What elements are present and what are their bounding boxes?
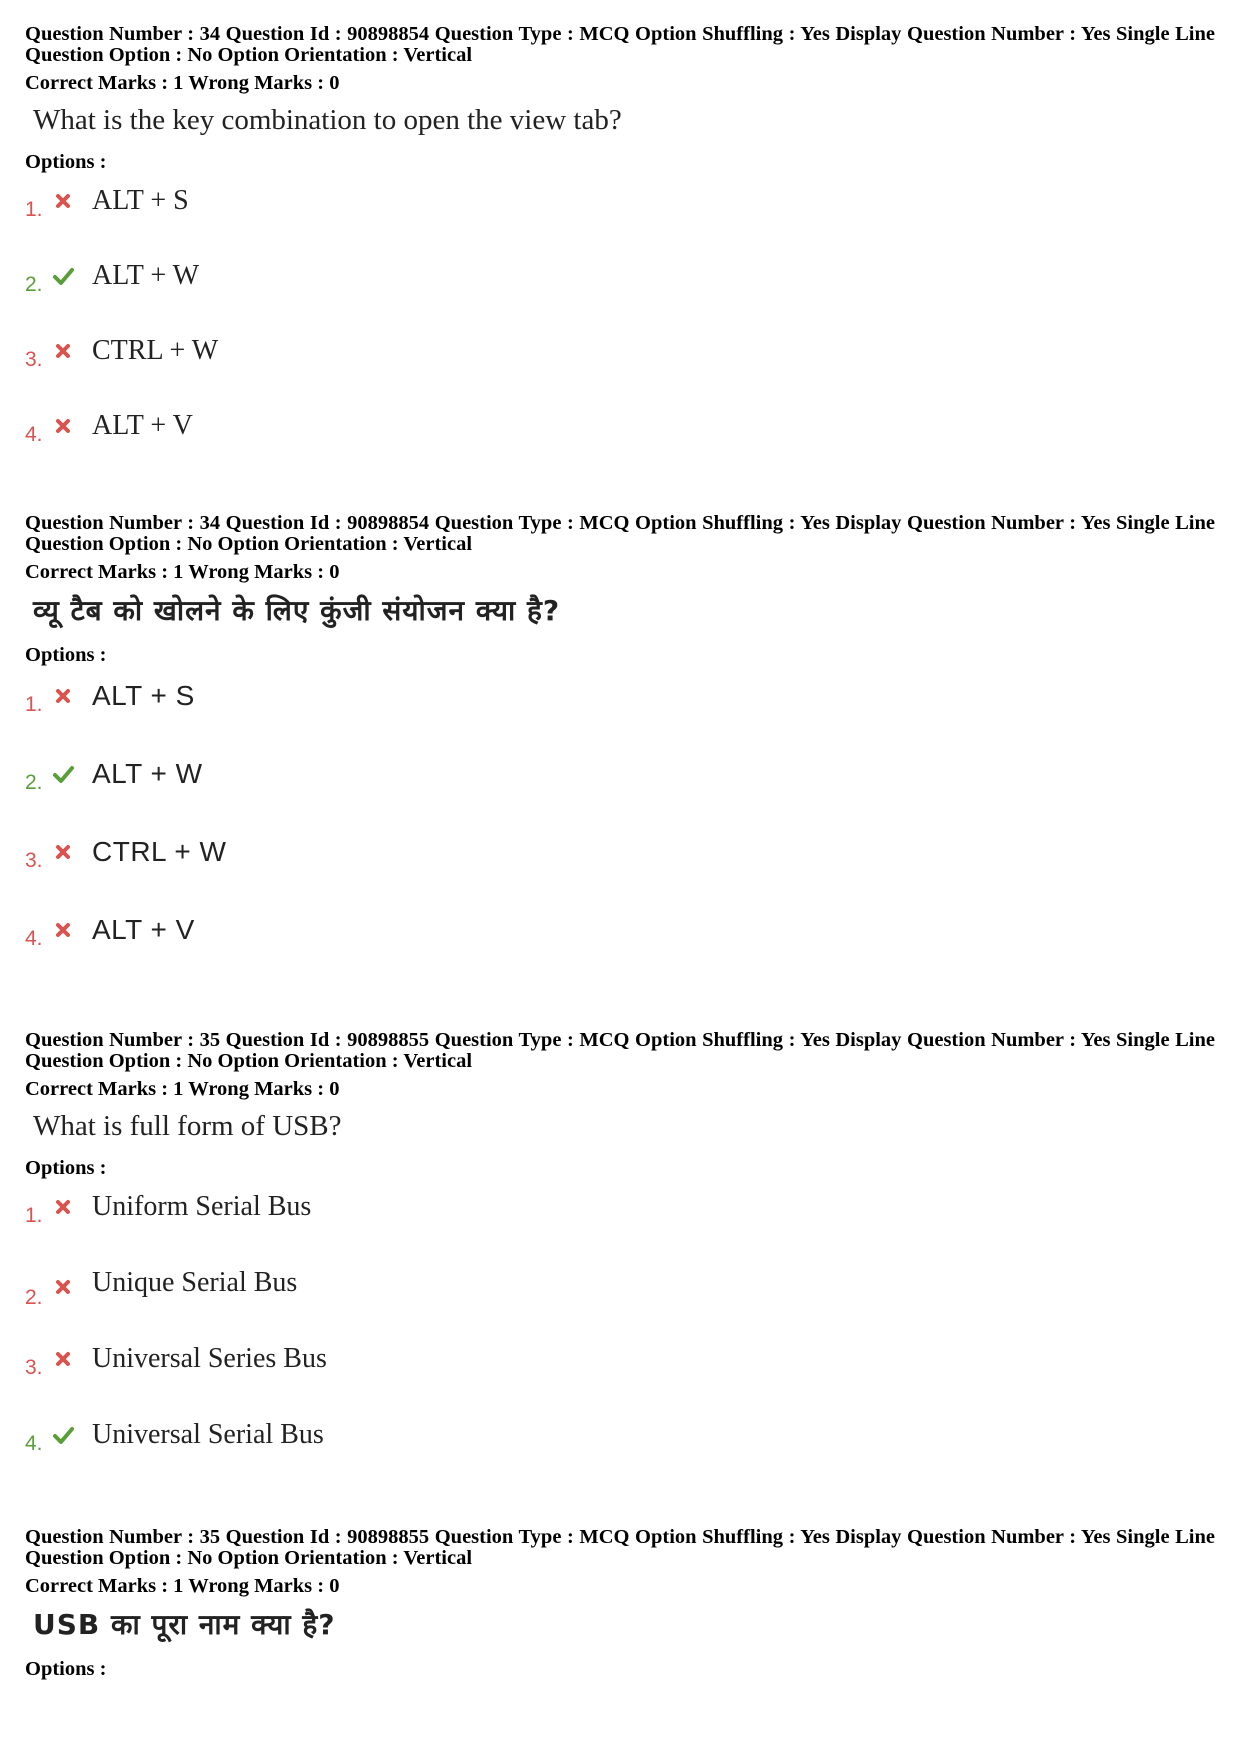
question-marks: Correct Marks : 1 Wrong Marks : 0 (25, 561, 340, 583)
option-text: ALT + V (92, 914, 195, 945)
question-meta: Question Number : 35 Question Id : 90898855 Question Type : MCQ Option Shuffling : Yes Display Question Number : Yes Single Line Question Option : No Option Orientation : Vertical (25, 1526, 1215, 1569)
option-1 (25, 184, 1215, 259)
question-block-35-en (25, 1030, 1215, 1494)
question-meta: Question Number : 34 Question Id : 90898854 Question Type : MCQ Option Shuffling : Yes Display Question Number : Yes Single Line Question Option : No Option Orientation : Vertical (25, 23, 1215, 66)
option-text: Universal Serial Bus (92, 1419, 324, 1450)
question-marks: Correct Marks : 1 Wrong Marks : 0 (25, 1575, 340, 1597)
check-icon (52, 763, 74, 785)
option-4 (25, 409, 1215, 484)
option-text: ALT + S (92, 680, 195, 711)
question-meta: Question Number : 35 Question Id : 90898855 Question Type : MCQ Option Shuffling : Yes Display Question Number : Yes Single Line Question Option : No Option Orientation : Vertical (25, 1029, 1215, 1072)
option-text: CTRL + W (92, 836, 227, 867)
option-4 (25, 1418, 1215, 1494)
option-number: 2. (25, 1286, 43, 1309)
question-text: व्यू टैब को खोलने के लिए कुंजी संयोजन क्या है? (33, 594, 561, 627)
question-block-34-hi (25, 513, 1215, 991)
cross-icon (52, 415, 74, 437)
question-marks: Correct Marks : 1 Wrong Marks : 0 (25, 72, 340, 94)
option-number: 3. (25, 849, 43, 872)
option-text: ALT + W (92, 758, 203, 789)
cross-icon (52, 1276, 74, 1298)
options-list (25, 1190, 1215, 1494)
options-list (25, 679, 1215, 991)
question-text: What is full form of USB? (33, 1110, 342, 1142)
option-text: ALT + S (92, 185, 189, 216)
question-marks: Correct Marks : 1 Wrong Marks : 0 (25, 1078, 340, 1100)
option-number: 2. (25, 771, 43, 794)
options-label: Options : (25, 151, 107, 173)
option-2 (25, 259, 1215, 334)
option-text: Unique Serial Bus (92, 1267, 298, 1298)
cross-icon (52, 340, 74, 362)
option-number: 1. (25, 693, 43, 716)
option-1 (25, 679, 1215, 757)
question-text: USB का पूरा नाम क्या है? (33, 1608, 336, 1641)
option-number: 1. (25, 1204, 43, 1227)
question-meta: Question Number : 34 Question Id : 90898854 Question Type : MCQ Option Shuffling : Yes Display Question Number : Yes Single Line Question Option : No Option Orientation : Vertical (25, 512, 1215, 555)
question-text: What is the key combination to open the view tab? (33, 104, 622, 136)
question-block-35-hi (25, 1527, 1215, 1681)
options-list (25, 184, 1215, 484)
option-3 (25, 334, 1215, 409)
option-number: 4. (25, 1432, 43, 1455)
check-icon (52, 1424, 74, 1446)
option-number: 3. (25, 1356, 43, 1379)
option-number: 4. (25, 927, 43, 950)
check-icon (52, 265, 74, 287)
option-number: 1. (25, 198, 43, 221)
options-label: Options : (25, 1157, 107, 1179)
option-number: 4. (25, 423, 43, 446)
option-text: Universal Series Bus (92, 1343, 327, 1374)
option-3 (25, 1342, 1215, 1418)
option-text: CTRL + W (92, 335, 219, 366)
options-label: Options : (25, 644, 107, 666)
cross-icon (52, 190, 74, 212)
cross-icon (52, 1196, 74, 1218)
option-number: 2. (25, 273, 43, 296)
option-2 (25, 1266, 1215, 1342)
cross-icon (52, 841, 74, 863)
option-3 (25, 835, 1215, 913)
option-text: ALT + V (92, 410, 193, 441)
cross-icon (52, 685, 74, 707)
cross-icon (52, 919, 74, 941)
option-text: ALT + W (92, 260, 200, 291)
cross-icon (52, 1348, 74, 1370)
option-1 (25, 1190, 1215, 1266)
question-block-34-en (25, 24, 1215, 484)
options-label: Options : (25, 1658, 107, 1680)
option-2 (25, 757, 1215, 835)
option-4 (25, 913, 1215, 991)
option-text: Uniform Serial Bus (92, 1191, 312, 1222)
option-number: 3. (25, 348, 43, 371)
